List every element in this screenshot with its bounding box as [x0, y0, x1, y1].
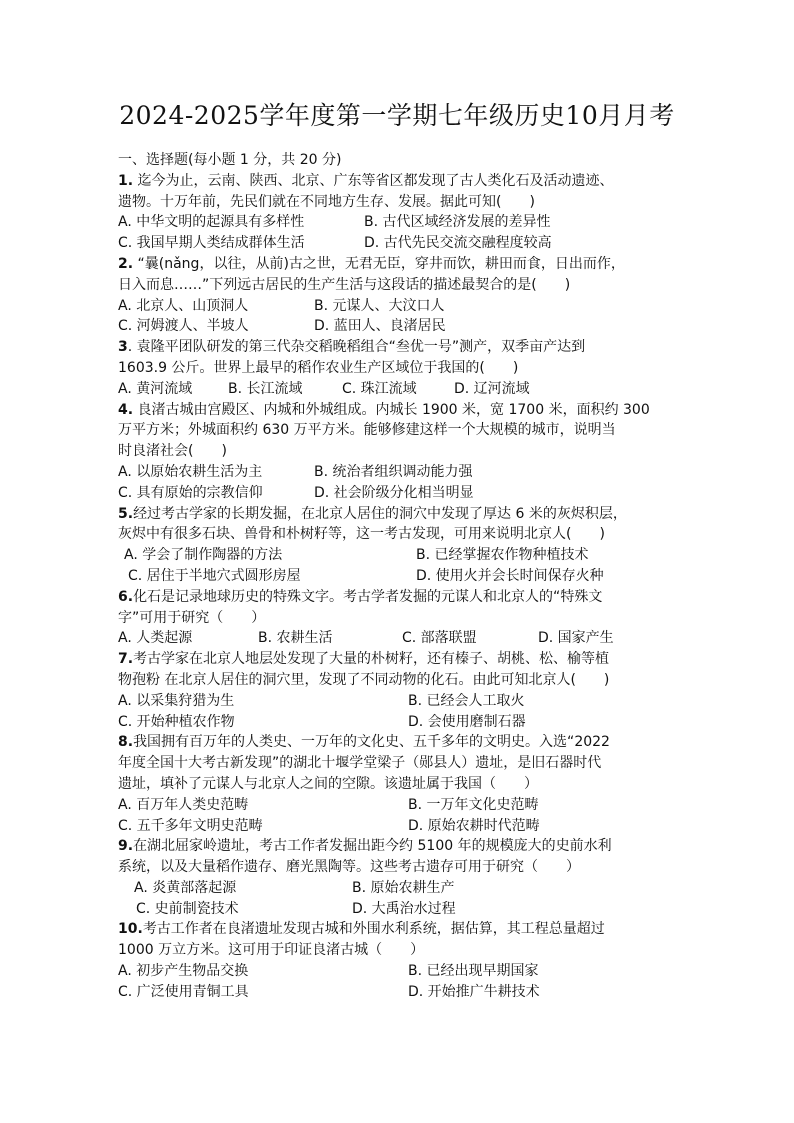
question-stem-continued [118, 358, 688, 379]
answer-option[interactable]: B. 已经掌握农作物种植技术 [416, 547, 589, 564]
answer-option[interactable]: C. 部落联盟 [402, 630, 477, 647]
question-stem-continued [118, 275, 688, 296]
question-text: 化石是记录地球历史的特殊文字。考古学者发掘的元谋人和北京人的“特殊文 [133, 588, 603, 605]
answer-option[interactable]: C. 五千多年文明史范畴 [118, 817, 263, 834]
question-stem-continued [118, 420, 688, 441]
question-text: 1000 万立方米。这可用于印证良渚古城（ ） [118, 942, 425, 959]
option-row [118, 316, 688, 337]
answer-option[interactable]: C. 具有原始的宗教信仰 [118, 484, 263, 501]
question-number: 4. [118, 401, 134, 418]
answer-option[interactable]: B. 统治者组织调动能力强 [314, 463, 473, 480]
question-text: 系统，以及大量稻作遗存、磨光黑陶等。这些考古遗存可用于研究（ ） [118, 859, 580, 876]
option-row [118, 483, 688, 504]
question-stem [118, 337, 688, 358]
option-row [118, 545, 688, 566]
answer-option[interactable]: C. 居住于半地穴式圆形房屋 [128, 567, 301, 584]
answer-option[interactable]: A. 炎黄部落起源 [134, 879, 237, 896]
option-row [118, 628, 688, 649]
question-text: 考古学家在北京人地层处发现了大量的朴树籽，还有榛子、胡桃、松、榆等植 [133, 651, 610, 668]
answer-option[interactable]: A. 人类起源 [118, 630, 193, 647]
option-row [118, 233, 688, 254]
exam-title: 2024-2025学年度第一学期七年级历史10月月考 [119, 101, 675, 130]
question-text: 我国拥有百万年的人类史、一万年的文化史、五千多年的文明史。入选“2022 [133, 734, 610, 751]
question-stem [118, 919, 688, 940]
answer-option[interactable]: D. 蓝田人、良渚居民 [314, 318, 446, 335]
question-number: 10. [118, 921, 143, 938]
section-heading: 一、选择题(每小题 1 分，共 20 分) [118, 152, 342, 168]
answer-option[interactable]: B. 农耕生活 [258, 630, 333, 647]
question-stem [118, 732, 688, 753]
question-number: 9. [118, 838, 134, 855]
option-row [118, 379, 688, 400]
answer-option[interactable]: A. 百万年人类史范畴 [118, 796, 249, 813]
answer-option[interactable]: A. 北京人、山顶洞人 [118, 297, 249, 314]
option-row [118, 712, 688, 733]
answer-option[interactable]: D. 会使用磨制石器 [408, 713, 526, 730]
answer-option[interactable]: D. 辽河流域 [454, 380, 530, 397]
answer-option[interactable]: B. 古代区域经济发展的差异性 [364, 214, 551, 231]
answer-option[interactable]: B. 长江流域 [228, 380, 303, 397]
option-row [118, 899, 688, 920]
question-stem [118, 171, 688, 192]
answer-option[interactable]: C. 开始种植农作物 [118, 713, 235, 730]
answer-option[interactable]: A. 以原始农耕生活为主 [118, 463, 263, 480]
question-text: 字”可用于研究（ ） [118, 609, 266, 626]
answer-option[interactable]: D. 大禹治水过程 [352, 900, 456, 917]
question-number: 5. [118, 505, 134, 522]
option-row [118, 878, 688, 899]
question-stem-continued [118, 753, 688, 774]
answer-option[interactable]: D. 使用火并会长时间保存火种 [416, 567, 604, 584]
option-row [118, 795, 688, 816]
answer-option[interactable]: C. 广泛使用青铜工具 [118, 983, 249, 1000]
answer-option[interactable]: A. 学会了制作陶器的方法 [124, 547, 283, 564]
question-text: 日入而息……”下列远古居民的生产生活与这段话的描述最契合的是( ) [118, 276, 571, 293]
question-number: 2. [118, 255, 134, 272]
answer-option[interactable]: C. 史前制瓷技术 [136, 900, 239, 917]
question-text: 考古工作者在良渚遗址发现古城和外围水利系统，据估算，其工程总量超过 [142, 921, 605, 938]
answer-option[interactable]: D. 古代先民交流交融程度较高 [364, 235, 552, 252]
question-stem-continued [118, 857, 688, 878]
answer-option[interactable]: D. 国家产生 [538, 630, 614, 647]
answer-option[interactable]: A. 初步产生物品交换 [118, 963, 249, 980]
question-stem-continued [118, 670, 688, 691]
question-stem [118, 504, 688, 525]
question-stem [118, 836, 688, 857]
question-number: 8. [118, 734, 134, 751]
option-row [118, 982, 688, 1003]
option-row [118, 691, 688, 712]
option-row [118, 212, 688, 233]
question-text: “曩(nǎng，以往，从前)古之世，无君无臣，穿井而饮，耕田而食，日出而作， [133, 255, 625, 272]
question-text: 在湖北屈家岭遗址，考古工作者发掘出距今约 5100 年的规模庞大的史前水利 [133, 838, 612, 855]
option-row [118, 961, 688, 982]
answer-option[interactable]: A. 黄河流域 [118, 380, 193, 397]
question-text: 物孢粉 在北京人居住的洞穴里，发现了不同动物的化石。由此可知北京人( ) [118, 671, 610, 688]
answer-option[interactable]: A. 中华文明的起源具有多样性 [118, 214, 305, 231]
answer-option[interactable]: D. 原始农耕时代范畴 [408, 817, 540, 834]
option-row [118, 566, 688, 587]
question-number: 1. [118, 172, 134, 189]
option-row [118, 816, 688, 837]
question-text: . 袁隆平团队研发的第三代杂交稻晚稻组合“叁优一号”测产，双季亩产达到 [127, 339, 586, 356]
question-stem-continued [118, 441, 688, 462]
question-stem-continued [118, 524, 688, 545]
question-number: 7. [118, 651, 134, 668]
question-stem [118, 254, 688, 275]
question-text: 遗物。十万年前，先民们就在不同地方生存、发展。据此可知( ) [118, 193, 535, 210]
question-text: 良渚古城由宫殿区、内城和外城组成。内城长 1900 米，宽 1700 米，面积约 300 [133, 401, 650, 418]
question-text: 经过考古学家的长期发掘，在北京人居住的洞穴中发现了厚达 6 米的灰烬积层， [133, 505, 627, 522]
question-stem [118, 400, 688, 421]
answer-option[interactable]: D. 社会阶级分化相当明显 [314, 484, 474, 501]
question-text: 时良渚社会( ) [118, 443, 227, 460]
answer-option[interactable]: B. 已经会人工取火 [408, 692, 525, 709]
answer-option[interactable]: B. 原始农耕生产 [352, 879, 455, 896]
answer-option[interactable]: C. 河姆渡人、半坡人 [118, 318, 249, 335]
answer-option[interactable]: C. 珠江流域 [342, 380, 417, 397]
answer-option[interactable]: D. 开始推广牛耕技术 [408, 983, 540, 1000]
option-row [118, 462, 688, 483]
question-list [118, 150, 688, 1003]
question-stem-continued [118, 774, 688, 795]
question-stem [118, 587, 688, 608]
question-stem-continued [118, 940, 688, 961]
answer-option[interactable]: C. 我国早期人类结成群体生活 [118, 235, 305, 252]
question-number: 6. [118, 588, 134, 605]
answer-option[interactable]: A. 以采集狩猎为生 [118, 692, 235, 709]
question-stem-continued [118, 192, 688, 213]
question-number: 3 [118, 339, 128, 356]
question-stem-continued [118, 608, 688, 629]
answer-option[interactable]: B. 元谋人、大汶口人 [314, 297, 445, 314]
question-stem [118, 649, 688, 670]
question-text: 迄今为止，云南、陕西、北京、广东等省区都发现了古人类化石及活动遗迹、 [133, 172, 614, 189]
answer-option[interactable]: B. 一万年文化史范畴 [408, 796, 539, 813]
question-text: 1603.9 公斤。世界上最早的稻作农业生产区域位于我国的( ) [118, 359, 519, 376]
question-text: 遗址，填补了元谋人与北京人之间的空隙。该遗址属于我国（ ） [118, 775, 538, 792]
question-text: 万平方米；外城面积约 630 万平方米。能够修建这样一个大规模的城市，说明当 [118, 422, 616, 439]
answer-option[interactable]: B. 已经出现早期国家 [408, 963, 539, 980]
option-row [118, 296, 688, 317]
question-text: 年度全国十大考古新发现”的湖北十堰学堂梁子（郧县人）遗址，是旧石器时代 [118, 755, 602, 772]
question-text: 灰烬中有很多石块、兽骨和朴树籽等，这一考古发现，可用来说明北京人( ) [118, 526, 605, 543]
